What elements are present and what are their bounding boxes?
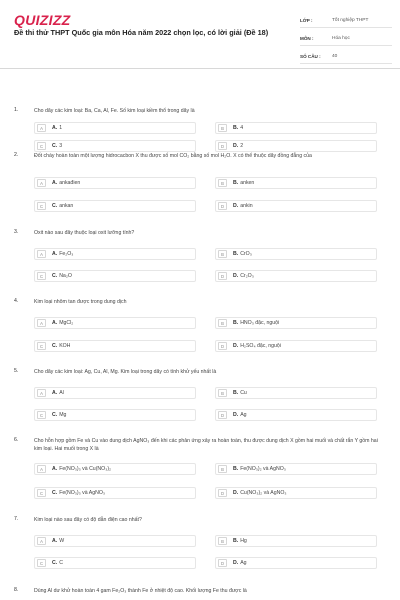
meta-value: Hóa học (332, 36, 350, 41)
answer-option[interactable] (34, 487, 196, 499)
option-badge: B (218, 179, 227, 187)
worksheet-title: Đề thi thử THPT Quốc gia môn Hóa năm 2022 chọn lọc, có lời giải (Đề 18) (14, 28, 269, 37)
meta-label: SỐ CÂU : (300, 54, 321, 59)
option-badge: D (218, 342, 227, 350)
meta-row-subject (300, 32, 392, 46)
question-text: Kim loại nhôm tan được trong dung dịch (34, 299, 127, 305)
option-text: Cu(NO₃)₂ và AgNO₃ (240, 490, 287, 496)
answer-option[interactable] (215, 317, 377, 329)
option-letter: A. (52, 125, 58, 131)
option-letter: D. (233, 343, 239, 349)
option-text: C (59, 560, 63, 566)
option-text: CrO₃ (240, 251, 252, 257)
option-badge: C (37, 272, 46, 280)
answer-option[interactable] (34, 140, 196, 152)
option-letter: C. (52, 273, 58, 279)
question-text: Oxit nào sau đây thuộc loại oxit lưỡng tính? (34, 230, 135, 236)
option-badge: D (218, 272, 227, 280)
option-badge: C (37, 142, 46, 150)
question-number: 7. (14, 516, 19, 522)
option-letter: C. (52, 560, 58, 566)
option-letter: B. (233, 466, 239, 472)
option-badge: C (37, 411, 46, 419)
option-letter: C. (52, 343, 58, 349)
option-text: Fe(NO₃)₃ và Cu(NO₃)₂ (59, 466, 112, 472)
option-letter: C. (52, 203, 58, 209)
answer-option[interactable] (34, 122, 196, 134)
option-letter: A. (52, 538, 58, 544)
question-number: 6. (14, 437, 19, 443)
answer-option[interactable] (215, 557, 377, 569)
option-badge: A (37, 465, 46, 473)
answer-option[interactable] (215, 177, 377, 189)
question-number: 5. (14, 368, 19, 374)
option-text: KOH (59, 343, 71, 349)
option-badge: C (37, 202, 46, 210)
question-number: 8. (14, 587, 19, 593)
question-text: Đốt cháy hoàn toàn một lượng hidrocacbon X thu được số mol CO₂ bằng số mol H₂O. X có thể thuộc dãy đồng đẳng của (34, 153, 312, 159)
question-number: 4. (14, 298, 19, 304)
option-badge: B (218, 465, 227, 473)
option-text: anken (240, 180, 255, 186)
answer-option[interactable] (215, 487, 377, 499)
option-badge: D (218, 411, 227, 419)
option-badge: B (218, 389, 227, 397)
question-text: Dùng Al dư khử hoàn toàn 4 gam Fe₂O₃ thành Fe ở nhiệt độ cao. Khối lượng Fe thu được là (34, 588, 247, 594)
option-badge: D (218, 202, 227, 210)
option-text: Mg (59, 412, 67, 418)
option-badge: C (37, 559, 46, 567)
option-text: Na₂O (59, 273, 72, 279)
option-letter: B. (233, 390, 239, 396)
option-badge: B (218, 537, 227, 545)
option-text: 2 (240, 143, 244, 149)
answer-option[interactable] (34, 177, 196, 189)
option-badge: A (37, 250, 46, 258)
option-letter: A. (52, 320, 58, 326)
option-text: Al (59, 390, 64, 396)
answer-option[interactable] (215, 270, 377, 282)
option-letter: B. (233, 125, 239, 131)
quizizz-logo: QUIZIZZ (14, 12, 71, 28)
answer-option[interactable] (34, 270, 196, 282)
option-letter: D. (233, 560, 239, 566)
option-text: Fe(NO₃)₂ và AgNO₃ (240, 466, 286, 472)
option-text: Fe₂O₃ (59, 251, 74, 257)
option-letter: C. (52, 490, 58, 496)
option-letter: C. (52, 412, 58, 418)
question-number: 1. (14, 107, 19, 113)
meta-label: LỚP : (300, 18, 313, 23)
option-text: Hg (240, 538, 247, 544)
option-badge: C (37, 342, 46, 350)
option-letter: B. (233, 251, 239, 257)
answer-option[interactable] (34, 409, 196, 421)
option-letter: C. (52, 143, 58, 149)
option-badge: D (218, 142, 227, 150)
option-text: 4 (240, 125, 244, 131)
question-number: 2. (14, 152, 19, 158)
question-text: Cho hỗn hợp gồm Fe và Cu vào dung dịch AgNO₃ đến khi các phản ứng xảy ra hoàn toàn, thu được dung dịch X gồm hai muối và chất rắn Y gồm hai kim loại. Hai muối trong X là (34, 438, 378, 452)
question-number: 3. (14, 229, 19, 235)
option-text: Ag (240, 560, 247, 566)
answer-option[interactable] (34, 340, 196, 352)
option-letter: D. (233, 412, 239, 418)
answer-option[interactable] (34, 200, 196, 212)
option-letter: A. (52, 390, 58, 396)
option-letter: B. (233, 320, 239, 326)
option-text: ankin (240, 203, 253, 209)
answer-option[interactable] (34, 317, 196, 329)
option-letter: D. (233, 143, 239, 149)
meta-label: MÔN : (300, 36, 314, 41)
option-text: Fe(NO₃)₃ và AgNO₃ (59, 490, 106, 496)
answer-option[interactable] (215, 248, 377, 260)
answer-option[interactable] (215, 140, 377, 152)
option-letter: A. (52, 466, 58, 472)
answer-option[interactable] (34, 387, 196, 399)
answer-option[interactable] (215, 387, 377, 399)
option-text: Cu (240, 390, 247, 396)
answer-option[interactable] (34, 535, 196, 547)
question-text: Kim loại nào sau đây có độ dẫn điện cao nhất? (34, 517, 142, 523)
option-letter: D. (233, 203, 239, 209)
option-text: Cr₂O₃ (240, 273, 254, 279)
option-badge: D (218, 489, 227, 497)
meta-row-class (300, 14, 392, 28)
option-badge: A (37, 537, 46, 545)
option-badge: B (218, 124, 227, 132)
option-text: ankađien (59, 180, 81, 186)
worksheet-meta (300, 14, 392, 68)
option-text: HNO₃ đặc, nguội (240, 320, 280, 326)
question-text: Cho dãy các kim loại: Ba, Ca, Al, Fe. Số kim loại kiềm thổ trong dãy là (34, 108, 195, 114)
option-letter: B. (233, 538, 239, 544)
answer-option[interactable] (34, 463, 196, 475)
answer-option[interactable] (34, 557, 196, 569)
answer-option[interactable] (215, 122, 377, 134)
option-letter: B. (233, 180, 239, 186)
meta-value: Tốt nghiệp THPT (332, 18, 369, 23)
option-badge: D (218, 559, 227, 567)
question-text: Cho dãy các kim loại: Ag, Cu, Al, Mg. Kim loại trong dãy có tính khử yếu nhất là (34, 369, 217, 375)
option-text: W (59, 538, 65, 544)
answer-option[interactable] (215, 409, 377, 421)
option-text: 1 (59, 125, 63, 131)
option-badge: A (37, 319, 46, 327)
answer-option[interactable] (215, 535, 377, 547)
answer-option[interactable] (215, 200, 377, 212)
answer-option[interactable] (34, 248, 196, 260)
answer-option[interactable] (215, 463, 377, 475)
option-text: Ag (240, 412, 247, 418)
option-text: ankan (59, 203, 74, 209)
option-letter: D. (233, 490, 239, 496)
meta-value: 40 (332, 54, 338, 59)
option-letter: D. (233, 273, 239, 279)
answer-option[interactable] (215, 340, 377, 352)
option-text: 3 (59, 143, 63, 149)
option-badge: A (37, 124, 46, 132)
option-text: H₂SO₄ đặc, nguội (240, 343, 281, 349)
option-text: MgCl₂ (59, 320, 74, 326)
option-badge: C (37, 489, 46, 497)
option-badge: A (37, 179, 46, 187)
option-badge: A (37, 389, 46, 397)
option-letter: A. (52, 251, 58, 257)
header-divider (0, 68, 400, 69)
option-badge: B (218, 250, 227, 258)
worksheet-header (0, 0, 400, 70)
option-badge: B (218, 319, 227, 327)
option-letter: A. (52, 180, 58, 186)
meta-row-count (300, 50, 392, 64)
